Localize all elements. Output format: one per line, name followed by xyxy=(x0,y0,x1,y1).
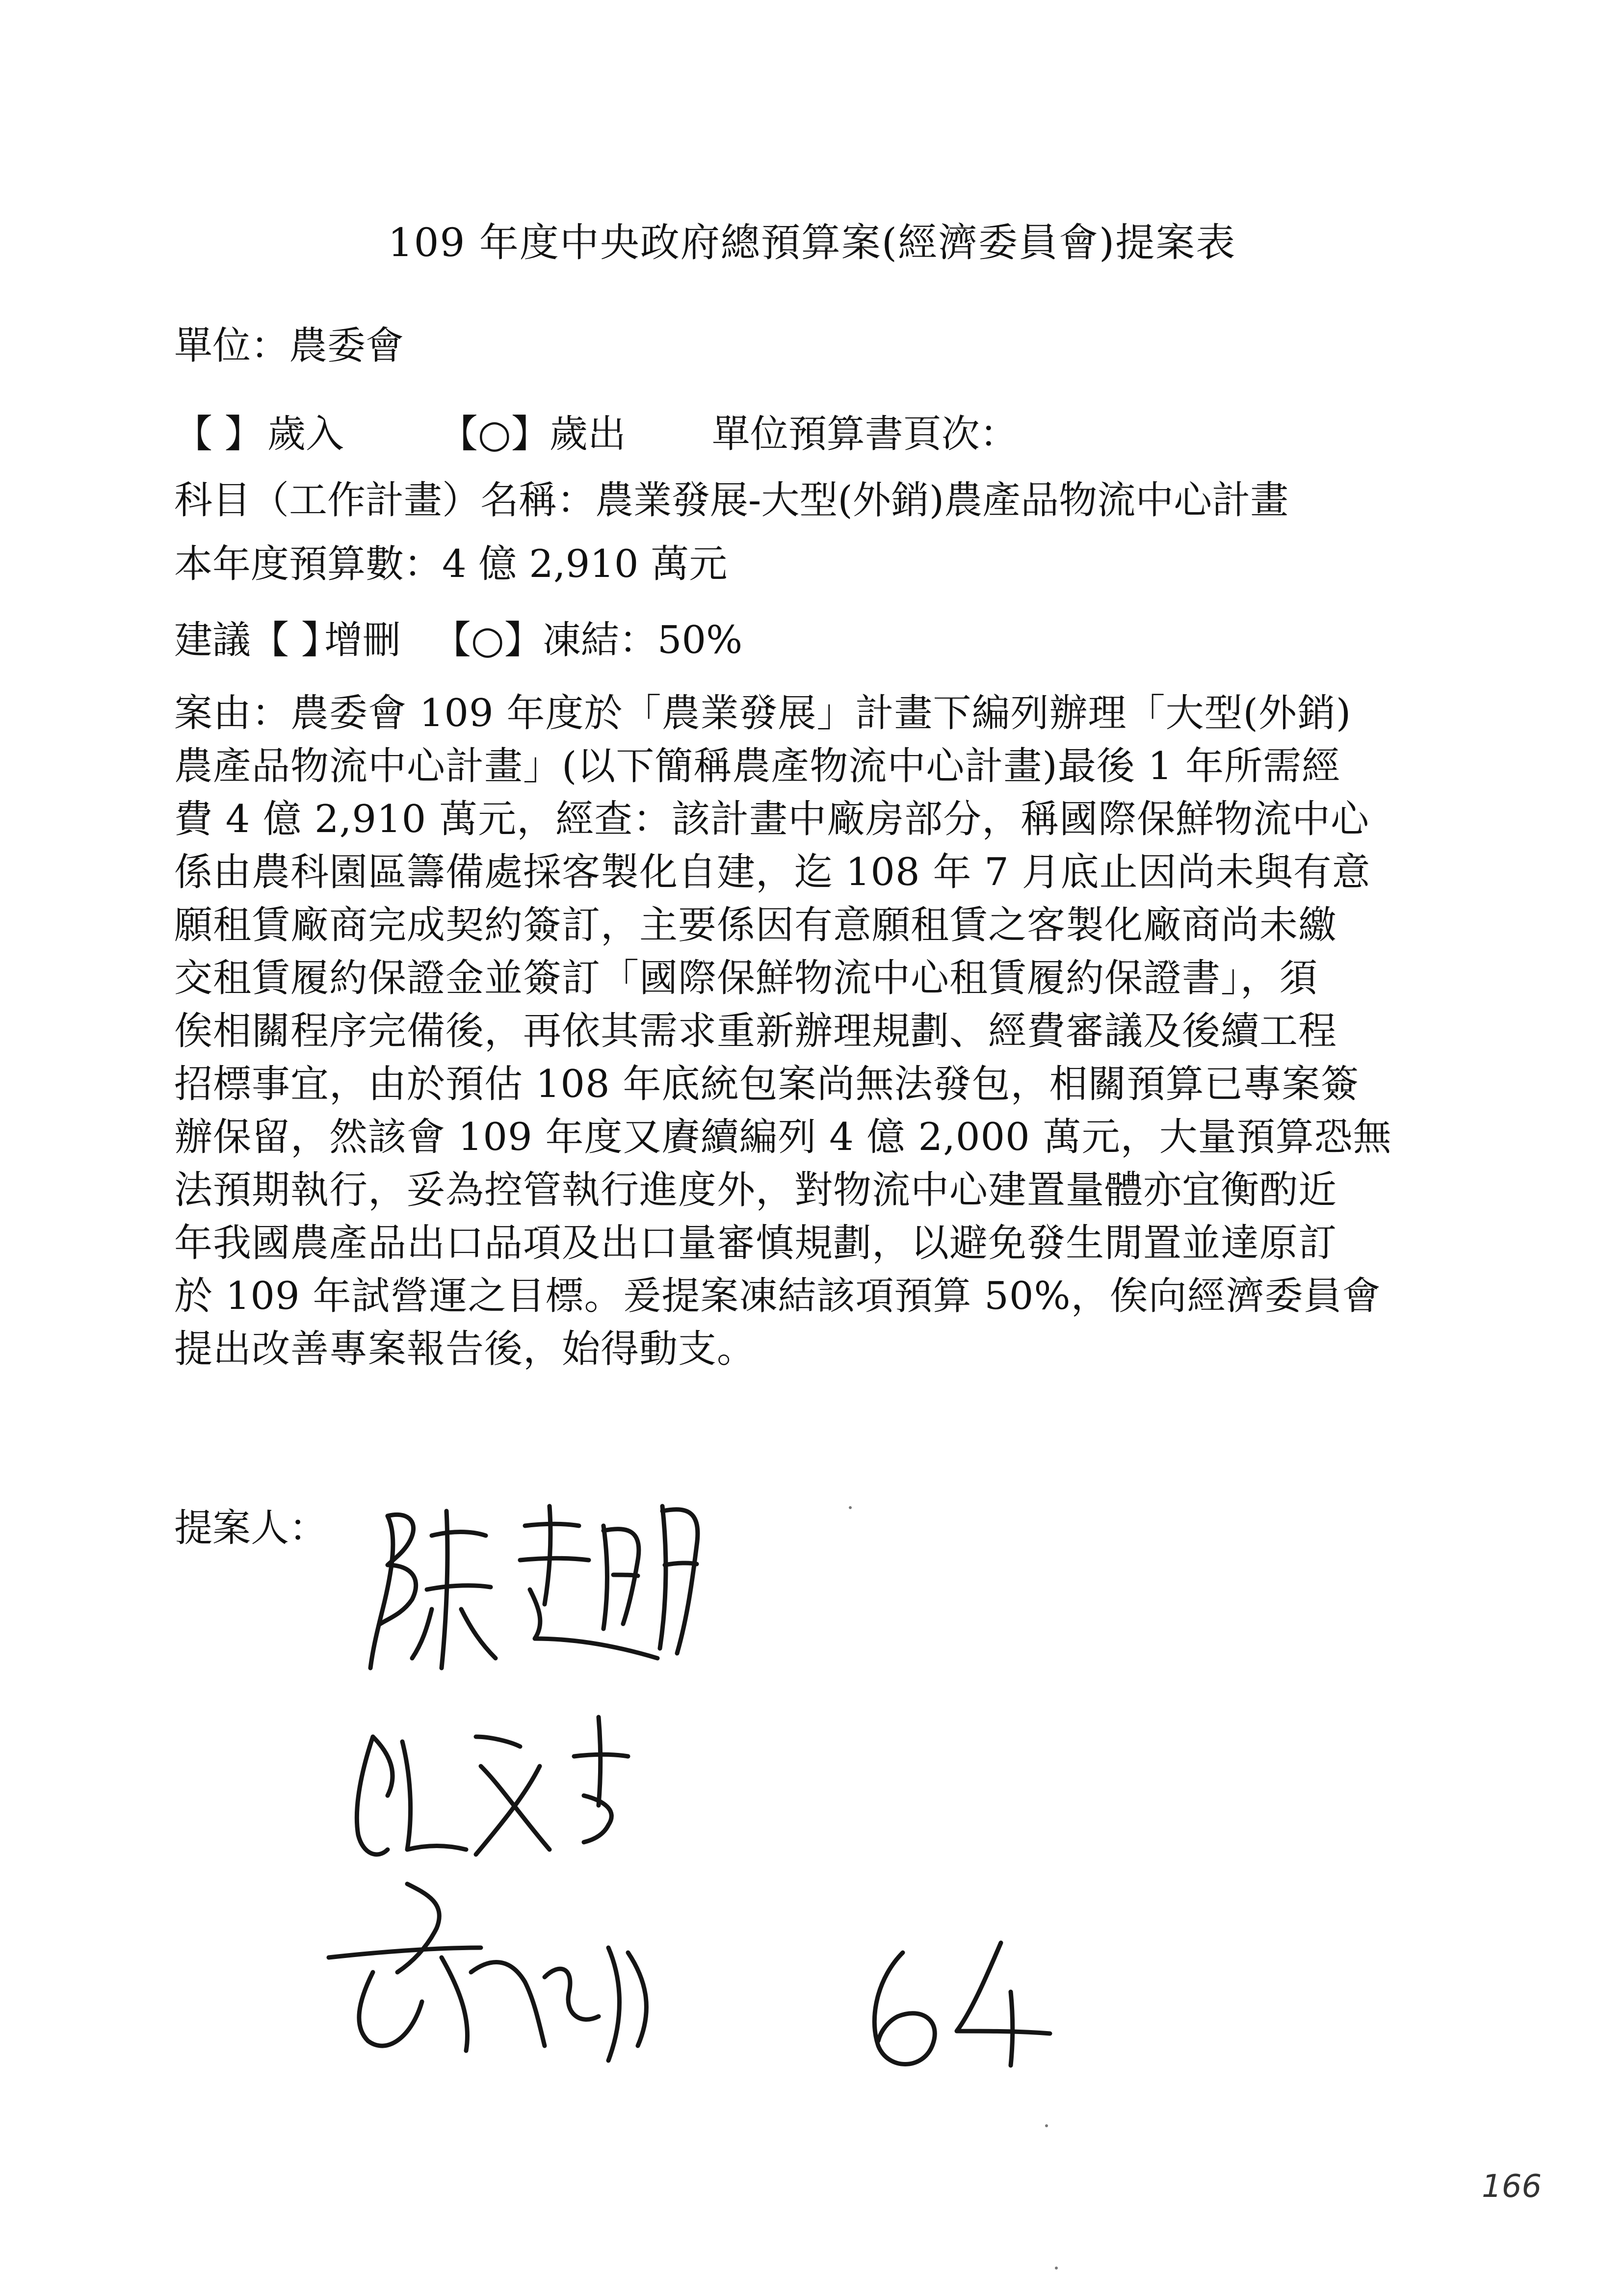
scan-speck xyxy=(1045,2124,1048,2127)
expenditure-checkbox: 【○】 xyxy=(439,412,550,456)
scan-speck xyxy=(849,1506,852,1509)
reason-line: 法預期執行，妥為控管執行進度外，對物流中心建置量體亦宜衡酌近 xyxy=(174,1168,1337,1212)
suggestion-cut-checkbox: 【 】 xyxy=(251,618,340,662)
unit-row xyxy=(174,319,404,373)
revenue-checkbox: 【 】 xyxy=(174,412,263,456)
signature-block xyxy=(314,1462,1148,2100)
budget-value: 4 億 2,910 萬元 xyxy=(442,542,728,586)
reason-line: 招標事宜，由於預估 108 年底統包案尚無法發包，相關預算已專案簽 xyxy=(174,1062,1360,1106)
subject-label: 科目（工作計畫）名稱： xyxy=(174,478,596,522)
reason-line: 案由：農委會 109 年度於「農業發展」計畫下編列辦理「大型(外銷) xyxy=(174,691,1352,735)
reason-line: 辦保留，然該會 109 年度又賡續編列 4 億 2,000 萬元，大量預算恐無 xyxy=(174,1115,1392,1159)
proposer-label: 提案人： xyxy=(174,1506,328,1550)
handwritten-count-64 xyxy=(874,1943,1050,2065)
suggestion-freeze-checkbox: 【○】 xyxy=(432,618,543,662)
budget-row xyxy=(174,537,727,591)
page-number: 166 xyxy=(1482,2168,1542,2205)
suggestion-cut-label: 增刪 xyxy=(324,618,401,662)
unit-label: 單位： xyxy=(174,324,289,368)
revenue-label: 歲入 xyxy=(267,412,344,456)
reason-line: 係由農科園區籌備處採客製化自建，迄 108 年 7 月底止因尚未與有意 xyxy=(174,850,1371,894)
budget-label: 本年度預算數： xyxy=(174,542,443,586)
reason-line: 費 4 億 2,910 萬元，經查：該計畫中廠房部分，稱國際保鮮物流中心 xyxy=(174,797,1370,841)
handwritten-signature-2 xyxy=(357,1717,628,1854)
handwritten-signature-1 xyxy=(370,1506,698,1668)
category-row xyxy=(174,407,1018,461)
reason-line: 農產品物流中心計畫」(以下簡稱農產物流中心計畫)最後 1 年所需經 xyxy=(174,744,1341,788)
document-title: 109 年度中央政府總預算案(經濟委員會)提案表 xyxy=(388,220,1236,265)
reason-line: 年我國農產品出口品項及出口量審慎規劃，以避免發生閒置並達原訂 xyxy=(174,1221,1337,1265)
reason-line: 俟相關程序完備後，再依其需求重新辦理規劃、經費審議及後續工程 xyxy=(174,1009,1337,1053)
subject-value: 農業發展-大型(外銷)農產品物流中心計畫 xyxy=(595,478,1289,522)
handwritten-signature-3 xyxy=(329,1884,646,2061)
reason-line: 提出改善專案報告後，始得動支。 xyxy=(174,1327,756,1371)
suggestion-label: 建議 xyxy=(174,618,251,662)
reason-line: 交租賃履約保證金並簽訂「國際保鮮物流中心租賃履約保證書」，須 xyxy=(174,956,1318,1000)
reason-paragraph xyxy=(174,687,1489,1376)
expenditure-label: 歲出 xyxy=(549,412,626,456)
suggestion-freeze-label: 凍結：50% xyxy=(542,618,743,662)
unit-value: 農委會 xyxy=(289,324,404,368)
suggestion-row xyxy=(174,613,742,667)
page-ref-label: 單位預算書頁次： xyxy=(711,412,1018,456)
scan-speck xyxy=(1055,2267,1058,2270)
reason-line: 於 109 年試營運之目標。爰提案凍結該項預算 50%，俟向經濟委員會 xyxy=(174,1274,1381,1318)
subject-row xyxy=(174,473,1288,527)
reason-line: 願租賃廠商完成契約簽訂，主要係因有意願租賃之客製化廠商尚未繳 xyxy=(174,903,1337,947)
